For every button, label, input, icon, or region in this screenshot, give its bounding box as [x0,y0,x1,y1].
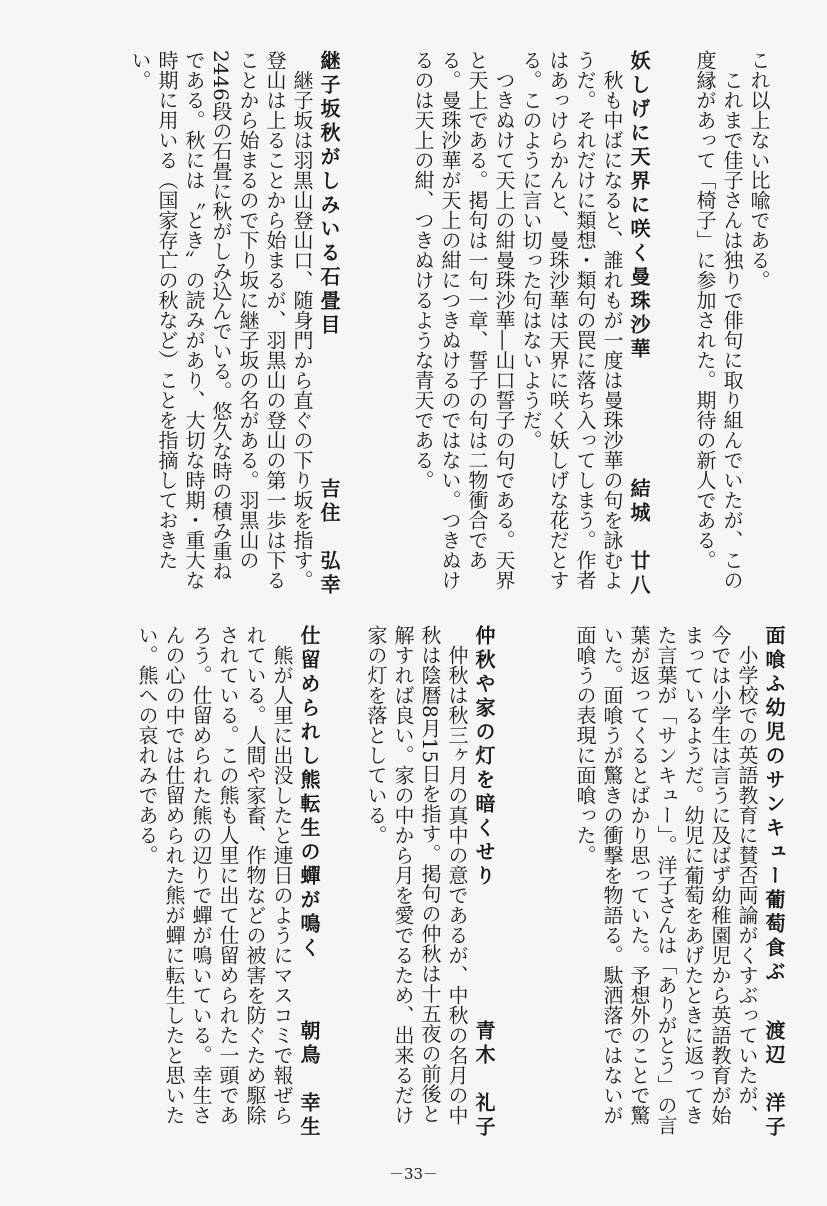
haiku-section-asatori [72,625,322,1140]
haiku-text: 仲秋や家の灯を暗くせり [472,625,496,889]
haiku-text: 継子坂秋がしみいる石畳目 [317,50,341,338]
haiku-text: 妖しげに天界に咲く曼珠沙華 [627,50,651,362]
haiku-section-watanabe [517,625,787,1140]
commentary-paragraph: 秋も中ばになると、誰れもが一度は曼珠沙華の句を詠むようだ。それだけに類想・類句の罠に落ち入ってしまう。作者はあっけらかんと、曼珠沙華は天界に咲く妖しげな花だとする。このように言い切った句はないようだ。 [519,50,624,590]
intro-section [693,50,772,598]
haiku-author: 朝鳥 幸生 [297,1020,321,1140]
commentary-paragraph: 仲秋は秋三ヶ月の真中の意であるが、中秋の名月の中秋は陰暦8月15日を指す。掲句の仲秋は十五夜の前後と解すれば良い。家の中から月を愛でるため、出来るだけ家の灯を落としている。 [364,625,469,1125]
haiku-author: 吉住 弘幸 [317,478,341,598]
haiku-title [760,625,787,1140]
haiku-author: 青木 礼子 [472,1020,496,1140]
intro-paragraph: これまで佳子さんは独りで俳句に取り組んでいたが、この度縁があって「椅子」に参加された。期待の新人である。 [693,50,744,590]
haiku-title [295,625,322,1140]
haiku-author: 渡辺 洋子 [762,1020,786,1140]
haiku-text: 仕留められし熊転生の蟬が鳴く [297,625,321,961]
commentary-paragraph: 熊が人里に出没したと連日のようにマスコミで報ぜられている。人間や家畜、作物などの被害を防ぐため駆除されている。この熊も人里に出て仕留められた一頭であろう。仕留められた熊の辺りで蟬が鳴いている。幸生さんの心の中では仕留められた熊が蟬に転生したと思いたい。熊への哀れみである。 [135,625,294,1125]
haiku-author: 結城 廿八 [627,478,651,598]
commentary-paragraph: 小学校での英語教育に賛否両論がくすぶっていたが、今では小学生は言うに及ばず幼稚園児から英語教育が始まっているようだ。幼児に葡萄をあげたときに返ってきた言葉が「サンキュー」。洋子さんは「ありがとう」の言葉が返ってくるとばかり思っていた。予想外のことで驚いた。面喰うが驚きの衝撃を物語る。駄洒落ではないが面喰うの表現に面喰った。 [573,625,759,1135]
haiku-text: 面喰ふ幼児のサンキュー葡萄食ぶ [762,625,786,985]
haiku-section-aoki [332,625,497,1140]
intro-line: これ以上ない比喩である。 [747,50,771,290]
haiku-section-yuki [402,50,652,598]
commentary-paragraph: 継子坂は羽黒山登山口、随身門から直ぐの下り坂を指す。登山は上ることから始まるが、羽黒山の登山の第一歩は下ることから始まるので下り坂に継子坂の名がある。羽黒山の2446段の石畳に秋がしみ込んでいる。悠久な時の積み重ねである。秋には〝とき〟の読みがあり、大切な時期・重大な時期に用いる（国家存亡の秋など）ことを指摘しておきたい。 [128,50,314,590]
haiku-title [470,625,497,1140]
page-number: －33－ [388,1165,439,1183]
haiku-title [625,50,652,598]
haiku-title [315,50,342,598]
commentary-paragraph: つきぬけて天上の紺曼珠沙華―山口誓子の句である。天界と天上である。掲句は一句一章、誓子の句は二物衝合である。曼珠沙華が天上の紺につきぬけるのではない。つきぬけるのは天上の紺、つきぬけるような青天である。 [411,50,516,590]
haiku-section-yoshizumi [52,50,342,598]
